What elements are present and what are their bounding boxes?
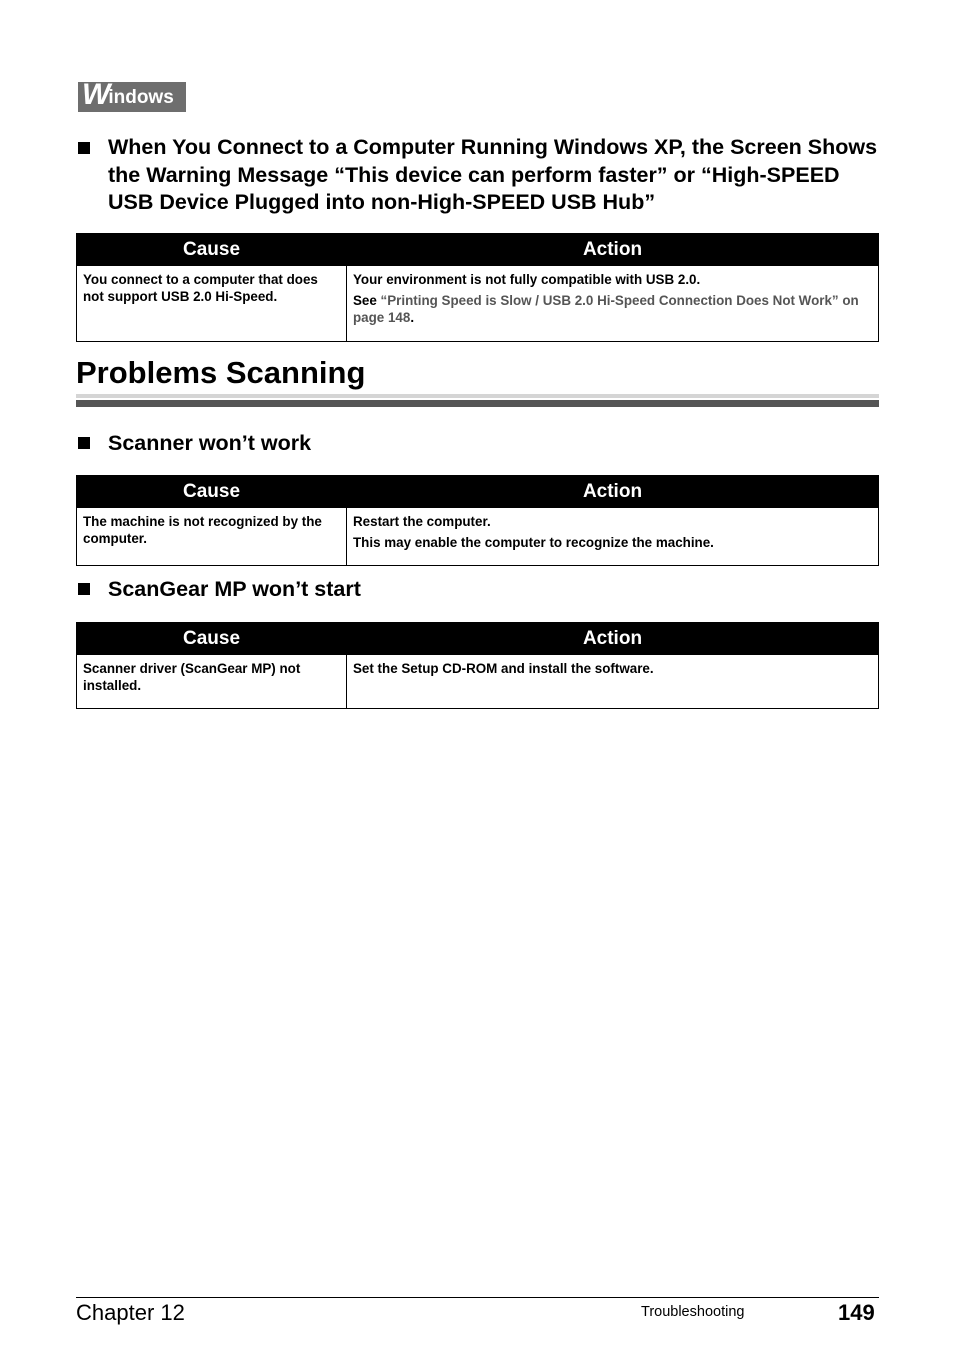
column-header-cause: Cause — [77, 476, 347, 508]
windows-badge-initial: W — [82, 78, 109, 111]
column-header-action: Action — [347, 234, 879, 266]
action-cell — [347, 508, 879, 566]
table-header-row — [77, 476, 879, 508]
footer-chapter: Chapter 12 — [76, 1300, 185, 1325]
section-heading-text: Scanner won’t work — [108, 431, 312, 455]
section-heading-scanner-wont-work — [78, 430, 880, 458]
table-row — [77, 655, 879, 709]
cause-action-table-scanner — [76, 475, 879, 566]
bullet-square-icon — [78, 583, 90, 595]
table-header-row — [77, 623, 879, 655]
page-number: 149 — [838, 1300, 875, 1325]
bullet-square-icon — [78, 437, 90, 449]
title-divider-dark — [76, 400, 879, 407]
section-heading-scangear-wont-start — [78, 576, 880, 604]
table-header-row — [77, 234, 879, 266]
action-cell — [347, 266, 879, 342]
section-heading-usb-warning — [78, 134, 880, 217]
cause-action-table-scangear — [76, 622, 879, 709]
action-text: Restart the computer. — [353, 514, 491, 529]
action-reference — [353, 292, 872, 326]
action-period: . — [410, 310, 415, 325]
footer-section-name: Troubleshooting — [641, 1304, 745, 1320]
cause-cell: You connect to a computer that does not support USB 2.0 Hi-Speed. — [77, 266, 347, 342]
page-title: Problems Scanning — [76, 355, 366, 390]
footer-divider — [76, 1297, 879, 1298]
column-header-cause: Cause — [77, 623, 347, 655]
column-header-action: Action — [347, 623, 879, 655]
action-text: Your environment is not fully compatible with USB 2.0. — [353, 272, 701, 287]
cause-cell: The machine is not recognized by the computer. — [77, 508, 347, 566]
column-header-action: Action — [347, 476, 879, 508]
cross-reference-link[interactable]: “Printing Speed is Slow / USB 2.0 Hi-Speed Connection Does Not Work” on page 148 — [353, 293, 859, 325]
action-cell: Set the Setup CD-ROM and install the software. — [347, 655, 879, 709]
action-see: See — [353, 293, 381, 308]
action-text-secondary: This may enable the computer to recognize the machine. — [353, 535, 714, 550]
section-heading-text: When You Connect to a Computer Running Windows XP, the Screen Shows the Warning Message “This device can perform faster” or “High-SPEED USB Device Plugged into non-High-SPEED USB Hub” — [108, 135, 878, 214]
cause-cell: Scanner driver (ScanGear MP) not installed. — [77, 655, 347, 709]
windows-badge — [78, 78, 186, 112]
cause-action-table-usb — [76, 233, 879, 342]
title-divider-light — [76, 394, 879, 398]
table-row — [77, 266, 879, 342]
column-header-cause: Cause — [77, 234, 347, 266]
bullet-square-icon — [78, 142, 90, 154]
windows-badge-text: indows — [108, 87, 174, 108]
table-row — [77, 508, 879, 566]
section-heading-text: ScanGear MP won’t start — [108, 577, 361, 601]
